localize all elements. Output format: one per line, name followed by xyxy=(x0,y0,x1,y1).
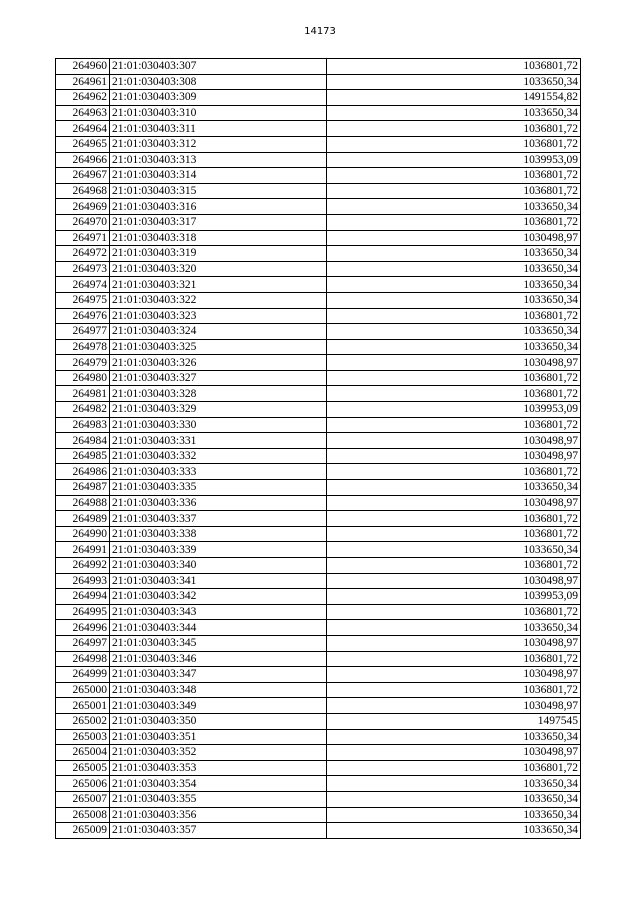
row-number-cell: 264966 xyxy=(56,152,110,168)
table-row xyxy=(56,698,581,714)
table-row xyxy=(56,511,581,527)
page-number: 14173 xyxy=(304,26,336,37)
cadastral-value-cell: 1036801,72 xyxy=(327,183,581,199)
table-row xyxy=(56,324,581,340)
cadastral-value-cell: 1036801,72 xyxy=(327,760,581,776)
row-number-cell: 265009 xyxy=(56,823,110,839)
cadastral-number-cell: 21:01:030403:330 xyxy=(110,417,327,433)
table-row xyxy=(56,542,581,558)
cadastral-value-cell: 1033650,34 xyxy=(327,776,581,792)
table-row xyxy=(56,604,581,620)
row-number-cell: 264984 xyxy=(56,433,110,449)
cadastral-number-cell: 21:01:030403:329 xyxy=(110,402,327,418)
table-row xyxy=(56,59,581,75)
row-number-cell: 264973 xyxy=(56,261,110,277)
row-number-cell: 264983 xyxy=(56,417,110,433)
table-row xyxy=(56,230,581,246)
cadastral-value-cell: 1036801,72 xyxy=(327,558,581,574)
cadastral-number-cell: 21:01:030403:313 xyxy=(110,152,327,168)
cadastral-value-cell: 1033650,34 xyxy=(327,74,581,90)
cadastral-value-cell: 1491554,82 xyxy=(327,90,581,106)
cadastral-value-cell: 1036801,72 xyxy=(327,308,581,324)
row-number-cell: 264961 xyxy=(56,74,110,90)
table-row xyxy=(56,105,581,121)
table-row xyxy=(56,402,581,418)
cadastral-number-cell: 21:01:030403:308 xyxy=(110,74,327,90)
row-number-cell: 264977 xyxy=(56,324,110,340)
cadastral-number-cell: 21:01:030403:314 xyxy=(110,168,327,184)
cadastral-number-cell: 21:01:030403:348 xyxy=(110,682,327,698)
cadastral-number-cell: 21:01:030403:345 xyxy=(110,635,327,651)
cadastral-number-cell: 21:01:030403:320 xyxy=(110,261,327,277)
row-number-cell: 264986 xyxy=(56,464,110,480)
cadastral-value-cell: 1033650,34 xyxy=(327,261,581,277)
table-row xyxy=(56,417,581,433)
cadastral-number-cell: 21:01:030403:339 xyxy=(110,542,327,558)
row-number-cell: 264974 xyxy=(56,277,110,293)
table-row xyxy=(56,464,581,480)
cadastral-number-cell: 21:01:030403:341 xyxy=(110,573,327,589)
cadastral-number-cell: 21:01:030403:357 xyxy=(110,823,327,839)
row-number-cell: 264968 xyxy=(56,183,110,199)
table-row xyxy=(56,261,581,277)
table-row xyxy=(56,355,581,371)
row-number-cell: 264979 xyxy=(56,355,110,371)
table-row xyxy=(56,121,581,137)
cadastral-value-cell: 1033650,34 xyxy=(327,105,581,121)
cadastral-value-cell: 1030498,97 xyxy=(327,433,581,449)
cadastral-number-cell: 21:01:030403:316 xyxy=(110,199,327,215)
table-row xyxy=(56,651,581,667)
row-number-cell: 264970 xyxy=(56,214,110,230)
cadastral-number-cell: 21:01:030403:344 xyxy=(110,620,327,636)
cadastral-number-cell: 21:01:030403:333 xyxy=(110,464,327,480)
cadastral-value-cell: 1033650,34 xyxy=(327,246,581,262)
cadastral-value-cell: 1030498,97 xyxy=(327,355,581,371)
cadastral-number-cell: 21:01:030403:323 xyxy=(110,308,327,324)
table-body xyxy=(56,59,581,839)
cadastral-value-cell: 1033650,34 xyxy=(327,277,581,293)
row-number-cell: 265006 xyxy=(56,776,110,792)
row-number-cell: 265008 xyxy=(56,807,110,823)
cadastral-number-cell: 21:01:030403:350 xyxy=(110,713,327,729)
row-number-cell: 264995 xyxy=(56,604,110,620)
row-number-cell: 264998 xyxy=(56,651,110,667)
cadastral-number-cell: 21:01:030403:340 xyxy=(110,558,327,574)
table-row xyxy=(56,573,581,589)
table-row xyxy=(56,682,581,698)
cadastral-value-cell: 1033650,34 xyxy=(327,199,581,215)
cadastral-value-cell: 1030498,97 xyxy=(327,495,581,511)
row-number-cell: 265000 xyxy=(56,682,110,698)
row-number-cell: 264989 xyxy=(56,511,110,527)
cadastral-number-cell: 21:01:030403:321 xyxy=(110,277,327,293)
cadastral-number-cell: 21:01:030403:315 xyxy=(110,183,327,199)
row-number-cell: 264991 xyxy=(56,542,110,558)
table-row xyxy=(56,635,581,651)
cadastral-number-cell: 21:01:030403:307 xyxy=(110,59,327,75)
table-row xyxy=(56,370,581,386)
table-row xyxy=(56,386,581,402)
table-row xyxy=(56,136,581,152)
cadastral-number-cell: 21:01:030403:326 xyxy=(110,355,327,371)
table-row xyxy=(56,713,581,729)
cadastral-number-cell: 21:01:030403:351 xyxy=(110,729,327,745)
cadastral-number-cell: 21:01:030403:338 xyxy=(110,526,327,542)
table-row xyxy=(56,807,581,823)
cadastral-number-cell: 21:01:030403:332 xyxy=(110,448,327,464)
cadastral-number-cell: 21:01:030403:328 xyxy=(110,386,327,402)
cadastral-value-cell: 1036801,72 xyxy=(327,59,581,75)
row-number-cell: 265005 xyxy=(56,760,110,776)
row-number-cell: 264994 xyxy=(56,589,110,605)
cadastral-number-cell: 21:01:030403:322 xyxy=(110,292,327,308)
cadastral-number-cell: 21:01:030403:343 xyxy=(110,604,327,620)
cadastral-value-cell: 1033650,34 xyxy=(327,729,581,745)
cadastral-number-cell: 21:01:030403:309 xyxy=(110,90,327,106)
cadastral-value-cell: 1036801,72 xyxy=(327,168,581,184)
row-number-cell: 264976 xyxy=(56,308,110,324)
row-number-cell: 264963 xyxy=(56,105,110,121)
cadastral-number-cell: 21:01:030403:335 xyxy=(110,480,327,496)
row-number-cell: 264975 xyxy=(56,292,110,308)
cadastral-number-cell: 21:01:030403:347 xyxy=(110,667,327,683)
cadastral-value-cell: 1036801,72 xyxy=(327,511,581,527)
cadastral-value-cell: 1036801,72 xyxy=(327,464,581,480)
cadastral-number-cell: 21:01:030403:331 xyxy=(110,433,327,449)
table-row xyxy=(56,448,581,464)
row-number-cell: 265004 xyxy=(56,745,110,761)
table-row xyxy=(56,292,581,308)
row-number-cell: 264997 xyxy=(56,635,110,651)
row-number-cell: 264964 xyxy=(56,121,110,137)
cadastral-value-cell: 1033650,34 xyxy=(327,324,581,340)
row-number-cell: 264992 xyxy=(56,558,110,574)
cadastral-value-cell: 1030498,97 xyxy=(327,745,581,761)
table-row xyxy=(56,620,581,636)
cadastral-value-cell: 1033650,34 xyxy=(327,480,581,496)
row-number-cell: 264993 xyxy=(56,573,110,589)
cadastral-number-cell: 21:01:030403:324 xyxy=(110,324,327,340)
cadastral-value-table xyxy=(55,58,581,839)
table-row xyxy=(56,214,581,230)
cadastral-number-cell: 21:01:030403:342 xyxy=(110,589,327,605)
cadastral-value-cell: 1030498,97 xyxy=(327,667,581,683)
table-row xyxy=(56,526,581,542)
row-number-cell: 264990 xyxy=(56,526,110,542)
cadastral-value-cell: 1030498,97 xyxy=(327,448,581,464)
cadastral-value-cell: 1497545 xyxy=(327,713,581,729)
cadastral-value-cell: 1033650,34 xyxy=(327,791,581,807)
cadastral-value-cell: 1030498,97 xyxy=(327,573,581,589)
row-number-cell: 264982 xyxy=(56,402,110,418)
row-number-cell: 264971 xyxy=(56,230,110,246)
row-number-cell: 264988 xyxy=(56,495,110,511)
row-number-cell: 264978 xyxy=(56,339,110,355)
row-number-cell: 264972 xyxy=(56,246,110,262)
table-row xyxy=(56,791,581,807)
table-row xyxy=(56,823,581,839)
row-number-cell: 264962 xyxy=(56,90,110,106)
table-row xyxy=(56,480,581,496)
cadastral-value-cell: 1033650,34 xyxy=(327,339,581,355)
cadastral-number-cell: 21:01:030403:325 xyxy=(110,339,327,355)
table-row xyxy=(56,667,581,683)
cadastral-value-cell: 1036801,72 xyxy=(327,651,581,667)
cadastral-number-cell: 21:01:030403:337 xyxy=(110,511,327,527)
cadastral-value-cell: 1033650,34 xyxy=(327,292,581,308)
cadastral-number-cell: 21:01:030403:317 xyxy=(110,214,327,230)
cadastral-number-cell: 21:01:030403:353 xyxy=(110,760,327,776)
cadastral-value-cell: 1036801,72 xyxy=(327,386,581,402)
cadastral-value-cell: 1039953,09 xyxy=(327,152,581,168)
row-number-cell: 264980 xyxy=(56,370,110,386)
row-number-cell: 264985 xyxy=(56,448,110,464)
table-row xyxy=(56,729,581,745)
cadastral-number-cell: 21:01:030403:355 xyxy=(110,791,327,807)
cadastral-value-cell: 1036801,72 xyxy=(327,417,581,433)
row-number-cell: 264965 xyxy=(56,136,110,152)
cadastral-value-cell: 1036801,72 xyxy=(327,136,581,152)
row-number-cell: 264969 xyxy=(56,199,110,215)
row-number-cell: 265007 xyxy=(56,791,110,807)
cadastral-number-cell: 21:01:030403:327 xyxy=(110,370,327,386)
table-row xyxy=(56,308,581,324)
cadastral-value-cell: 1036801,72 xyxy=(327,682,581,698)
cadastral-number-cell: 21:01:030403:319 xyxy=(110,246,327,262)
cadastral-value-cell: 1033650,34 xyxy=(327,542,581,558)
cadastral-number-cell: 21:01:030403:352 xyxy=(110,745,327,761)
table-row xyxy=(56,433,581,449)
cadastral-value-cell: 1036801,72 xyxy=(327,370,581,386)
row-number-cell: 264967 xyxy=(56,168,110,184)
row-number-cell: 264999 xyxy=(56,667,110,683)
cadastral-value-cell: 1033650,34 xyxy=(327,807,581,823)
cadastral-value-cell: 1030498,97 xyxy=(327,635,581,651)
table-row xyxy=(56,183,581,199)
table-row xyxy=(56,277,581,293)
cadastral-number-cell: 21:01:030403:310 xyxy=(110,105,327,121)
cadastral-number-cell: 21:01:030403:311 xyxy=(110,121,327,137)
cadastral-number-cell: 21:01:030403:349 xyxy=(110,698,327,714)
cadastral-value-cell: 1036801,72 xyxy=(327,214,581,230)
table-row xyxy=(56,246,581,262)
table-row xyxy=(56,339,581,355)
cadastral-number-cell: 21:01:030403:336 xyxy=(110,495,327,511)
row-number-cell: 265003 xyxy=(56,729,110,745)
table-row xyxy=(56,168,581,184)
table-row xyxy=(56,776,581,792)
cadastral-value-cell: 1033650,34 xyxy=(327,823,581,839)
cadastral-number-cell: 21:01:030403:346 xyxy=(110,651,327,667)
cadastral-value-cell: 1033650,34 xyxy=(327,620,581,636)
cadastral-value-cell: 1036801,72 xyxy=(327,121,581,137)
cadastral-value-cell: 1030498,97 xyxy=(327,698,581,714)
row-number-cell: 265001 xyxy=(56,698,110,714)
row-number-cell: 264960 xyxy=(56,59,110,75)
cadastral-number-cell: 21:01:030403:318 xyxy=(110,230,327,246)
table-row xyxy=(56,90,581,106)
row-number-cell: 264987 xyxy=(56,480,110,496)
table-row xyxy=(56,495,581,511)
table-row xyxy=(56,199,581,215)
table-row xyxy=(56,558,581,574)
row-number-cell: 264996 xyxy=(56,620,110,636)
table-row xyxy=(56,74,581,90)
table-row xyxy=(56,152,581,168)
cadastral-number-cell: 21:01:030403:312 xyxy=(110,136,327,152)
table-row xyxy=(56,760,581,776)
cadastral-number-cell: 21:01:030403:354 xyxy=(110,776,327,792)
cadastral-number-cell: 21:01:030403:356 xyxy=(110,807,327,823)
table-row xyxy=(56,589,581,605)
row-number-cell: 265002 xyxy=(56,713,110,729)
cadastral-value-cell: 1039953,09 xyxy=(327,402,581,418)
row-number-cell: 264981 xyxy=(56,386,110,402)
table-row xyxy=(56,745,581,761)
cadastral-value-cell: 1039953,09 xyxy=(327,589,581,605)
cadastral-value-cell: 1036801,72 xyxy=(327,526,581,542)
cadastral-value-cell: 1036801,72 xyxy=(327,604,581,620)
cadastral-value-cell: 1030498,97 xyxy=(327,230,581,246)
